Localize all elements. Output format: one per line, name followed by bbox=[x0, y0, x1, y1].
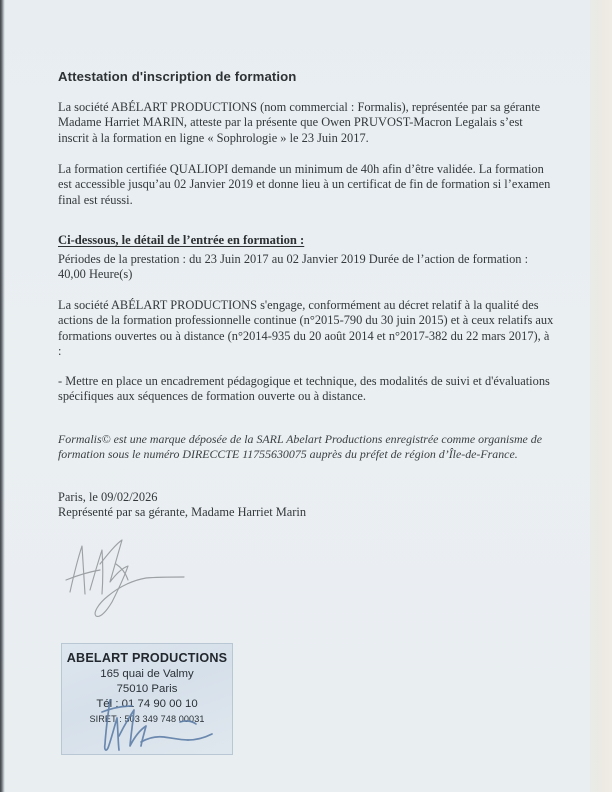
stamp-city: 75010 Paris bbox=[116, 683, 178, 695]
trademark-registration-note: Formalis© est une marque déposée de la SARL Abelart Productions enregistrée comme organisme de formation sous le numéro DIRECCTE 11755630075 auprès du préfet de région d’Île-de-France. bbox=[58, 432, 543, 461]
company-rubber-stamp bbox=[61, 643, 233, 755]
handwritten-signature bbox=[60, 534, 200, 624]
stamp-overlay-signature bbox=[62, 696, 233, 755]
paragraph-decree-commitment: La société ABÉLART PRODUCTIONS s'engage, conformément au décret relatif à la qualité des actions de la formation professionnelle continue (n°2015-790 du 30 juin 2015) et à ceux relatifs aux formations ouvertes ou à distance (n°2014-935 du 20 août 2014 et n°2017-382 du 22 mars 2017), à : bbox=[58, 298, 554, 358]
stamp-address: 165 quai de Valmy bbox=[100, 668, 194, 680]
paragraph-enrollment-statement: La société ABÉLART PRODUCTIONS (nom commercial : Formalis), représentée par sa gérante Madame Harriet MARIN, atteste par la présente que Owen PRUVOST-Macron Legalais s’est inscrit à la formation en ligne « Sophrologie » le 23 Juin 2017. bbox=[58, 100, 541, 145]
signature-representative-line: Représenté par sa gérante, Madame Harriet Marin bbox=[58, 505, 307, 519]
paragraph-qualiopi-conditions: La formation certifiée QUALIOPI demande un minimum de 40h afin d’être validée. La formation est accessible jusqu’au 02 Janvier 2019 et donne lieu à un certificat de fin de formation si l’examen final est réussi. bbox=[58, 162, 551, 207]
paragraph-training-periods: Périodes de la prestation : du 23 Juin 2017 au 02 Janvier 2019 Durée de l’action de formation : 40,00 Heure(s) bbox=[58, 252, 529, 282]
stamp-phone: Tél : 01 74 90 00 10 bbox=[96, 698, 198, 710]
stamp-siret: SIRET : 503 349 748 00031 bbox=[89, 714, 205, 724]
page-title: Attestation d'inscription de formation bbox=[58, 69, 297, 84]
section-heading-details: Ci-dessous, le détail de l’entrée en formation : bbox=[58, 233, 305, 247]
stamp-company-name: ABELART PRODUCTIONS bbox=[66, 651, 228, 665]
bullet-pedagogical-supervision: - Mettre en place un encadrement pédagogique et technique, des modalités de suivi et d'évaluations spécifiques aux séquences de formation ouverte ou à distance. bbox=[58, 374, 550, 404]
signature-place-date: Paris, le 09/02/2026 bbox=[58, 490, 158, 504]
